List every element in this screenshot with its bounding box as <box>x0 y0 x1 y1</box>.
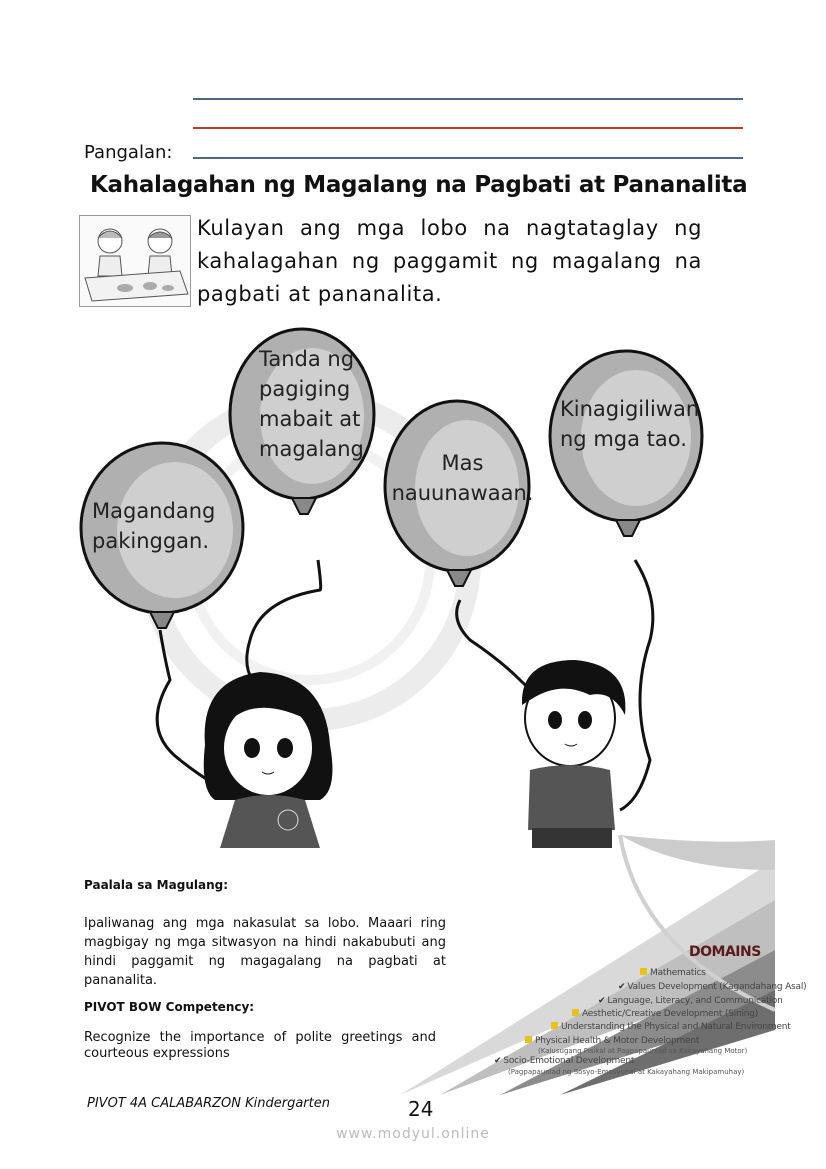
balloon-1-text: Magandang pakinggan. <box>92 499 216 553</box>
domain-item-language: ✔ Language, Literacy, and Communication <box>598 996 783 1006</box>
domain-item-physical: Physical Health & Motor Development <box>525 1036 699 1046</box>
balloon-3-text: Mas nauunawaan. <box>391 451 534 505</box>
checkmark-icon: ✔ <box>494 1056 502 1066</box>
domain-item-socio: ✔ Socio-Emotional Development <box>494 1056 635 1066</box>
boy-illustration <box>522 660 625 848</box>
domain-item-understanding: Understanding the Physical and Natural Environment <box>551 1022 791 1032</box>
name-rule-bottom <box>193 157 743 159</box>
watermark-url: www.modyul.online <box>336 1126 490 1142</box>
domain-item-mathematics: Mathematics <box>640 968 706 978</box>
name-rule-top <box>193 98 743 100</box>
square-icon <box>551 1022 558 1029</box>
footer-text: PIVOT 4A CALABARZON Kindergarten <box>87 1096 330 1111</box>
name-rule-middle <box>193 127 743 129</box>
parent-note-heading: Paalala sa Magulang: <box>84 878 228 892</box>
page-title: Kahalagahan ng Magalang na Pagbati at Pananalita <box>90 172 748 198</box>
competency-heading: PIVOT BOW Competency: <box>84 1000 255 1014</box>
name-label: Pangalan: <box>84 142 173 163</box>
square-icon <box>572 1009 579 1016</box>
checkmark-icon: ✔ <box>598 996 606 1006</box>
domain-sub-motor: (Kalusugang Pisikal at Pagpapaunlad sa Kakayahang Motor) <box>538 1047 748 1055</box>
instructions: Kulayan ang mga lobo na nagtataglay ng kahalagahan ng paggamit ng magalang na pagbati at pananalita. <box>197 216 702 306</box>
square-icon <box>640 968 647 975</box>
checkmark-icon: ✔ <box>618 982 626 992</box>
balloons-scene <box>0 320 826 850</box>
balloon-2-text: Tanda ng pagiging mabait at magalang <box>259 347 364 461</box>
domain-sub-socio: (Pagpapaunlad ng Sosyo-Emosyunal at Kakayahang Makipamuhay) <box>508 1068 745 1076</box>
page-number: 24 <box>408 1097 434 1121</box>
balloon-4-text: Kinagigiliwan ng mga tao. <box>560 397 700 451</box>
square-icon <box>525 1036 532 1043</box>
girl-illustration <box>204 672 333 848</box>
parent-note-body: Ipaliwanag ang mga nakasulat sa lobo. Maaari ring magbigay ng mga sitwasyon na hindi nakabubuti ang hindi paggamit ng magagalang na pagbati at pananalita. <box>84 916 446 988</box>
children-coloring-illustration <box>79 215 191 307</box>
domain-item-aesthetic: Aesthetic/Creative Development (Sining) <box>572 1009 758 1019</box>
domains-title: DOMAINS <box>689 944 761 960</box>
domain-item-values: ✔ Values Development (Kagandahang Asal) <box>618 982 807 992</box>
competency-body: Recognize the importance of polite greetings and courteous expressions <box>84 1030 436 1061</box>
